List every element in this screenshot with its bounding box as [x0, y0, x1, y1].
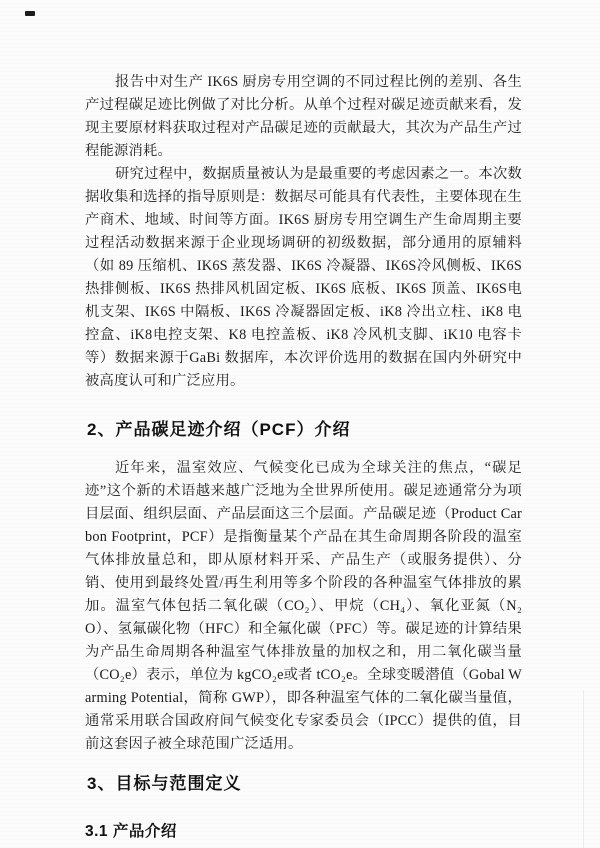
scan-speck-mark: [25, 11, 35, 16]
scan-edge-artifact: [583, 690, 584, 848]
paragraph-process-comparison: 报告中对生产 IK6S 厨房专用空调的不同过程比例的差别、各生产过程碳足迹比例做了对比分析。从单个过程对碳足迹贡献来看，发现主要原材料获取过程对产品碳足迹的贡献最大，其次为产品生产过程能源消耗。: [85, 74, 522, 159]
text-block: [85, 71, 522, 841]
paragraph-pcf-description: 近年来，温室效应、气候变化已成为全球关注的焦点，“碳足迹”这个新的术语越来越广泛地为全世界所使用。碳足迹通常分为项目层面、组织层面、产品层面这三个层面。产品碳足迹（Product Carbon Footprint，PCF）是指衡量某个产品在其生命周期各阶段的温室气体排放量总和，即从原材料开采、产品生产（或服务提供）、分销、使用到最终处置/再生利用等多个阶段的各种温室气体排放的累加。温室气体包括二氧化碳（CO₂）、甲烷（CH₄）、氧化亚氮（N₂O）、氢氟碳化物（HFC）和全氟化碳（PFC）等。碳足迹的计算结果为产品生命周期各种温室气体排放量的加权之和，用二氧化碳当量（CO₂e）表示，单位为 kgCO₂e或者 tCO₂e。全球变暖潜值（Gobal Warming Potential，简称 GWP），即各种温室气体的二氧化碳当量值，通常采用联合国政府间气候变化专家委员会（IPCC）提供的值，目前这套因子被全球范围广泛适用。: [85, 460, 522, 752]
paragraph-data-quality: 研究过程中，数据质量被认为是最重要的考虑因素之一。本次数据收集和选择的指导原则是：数据尽可能具有代表性，主要体现在生产商术、地域、时间等方面。IK6S 厨房专用空调生产生命周期主要过程活动数据来源于企业现场调研的初级数据，部分通用的原辅料（如 89 压缩机、IK6S 蒸发器、IK6S 冷凝器、IK6S冷风侧板、IK6S 热排侧板、IK6S 热排风机固定板、IK6S 底板、IK6S 顶盖、IK6S电机支架、IK6S 中隔板、IK6S 冷凝器固定板、iK8 冷出立柱、iK8 电控盒、iK8电控支架、K8 电控盖板、iK8 冷风机支脚、iK10 电容卡等）数据来源于GaBi 数据库，本次评价选用的数据在国内外研究中被高度认可和广泛应用。: [85, 166, 522, 389]
heading-pcf-intro: 2、产品碳足迹介绍（PCF）介绍: [87, 420, 351, 439]
heading-goal-scope: 3、目标与范围定义: [87, 774, 242, 793]
heading-product-intro: 3.1 产品介绍: [85, 823, 177, 840]
